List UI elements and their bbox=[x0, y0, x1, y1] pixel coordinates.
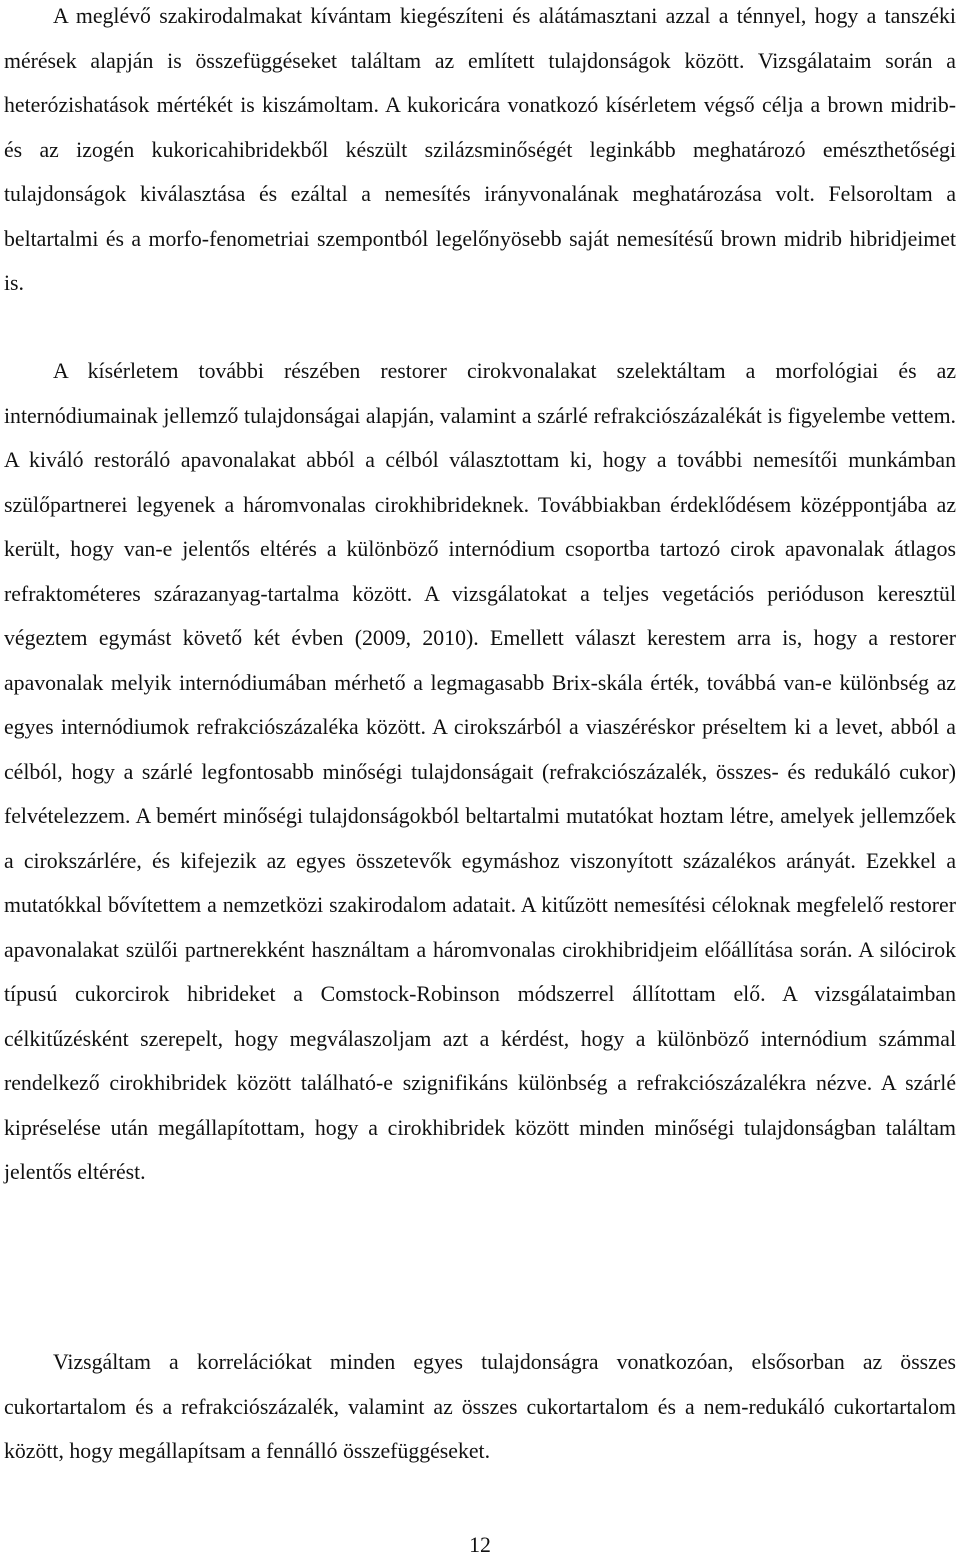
page-number: 12 bbox=[469, 1533, 491, 1557]
paragraph-2: A kísérletem további részében restorer cirokvonalakat szelektáltam a morfológiai és az internódiumainak jellemző tulajdonságai alapján, valamint a szárlé refrakciószázalékát is figyelembe vettem. A kiváló restoráló apavonalakat abból a célból választottam ki, hogy a további nemesítői munkámban szülőpartnerei legyenek a háromvonalas cirokhibrideknek. Továbbiakban érdeklődésem középpontjába az került, hogy van-e jelentős eltérés a különböző internódium csoportba tartozó cirok apavonalak átlagos refraktométeres szárazanyag-tartalma között. A vizsgálatokat a teljes vegetációs perióduson keresztül végeztem egymást követő két évben (2009, 2010). Emellett választ kerestem arra is, hogy a restorer apavonalak melyik internódiumában mérhető a legmagasabb Brix-skála érték, továbbá van-e különbség az egyes internódiumok refrakciószázaléka között. A cirokszárból a viaszéréskor préseltem ki a levet, abból a célból, hogy a szárlé legfontosabb minőségi tulajdonságait (refrakciószázalék, összes- és redukáló cukor) felvételezzem. A bemért minőségi tulajdonságokból beltartalmi mutatókat hoztam létre, amelyek jellemzőek a cirokszárlére, és kifejezik az egyes összetevők egymáshoz viszonyított százalékos arányát. Ezekkel a mutatókkal bővítettem a nemzetközi szakirodalom adatait. A kitűzött nemesítési céloknak megfelelő restorer apavonalakat szülői partnerekként használtam a háromvonalas cirokhibridjeim előállítása során. A silócirok típusú cukorcirok hibrideket a Comstock-Robinson módszerrel állítottam elő. A vizsgálataimban célkitűzésként szerepelt, hogy megválaszoljam azt a kérdést, hogy a különböző internódium számmal rendelkező cirokhibridek között található-e szignifikáns különbség a refrakciószázalékra nézve. A szárlé kipréselése után megállapítottam, hogy a cirokhibridek között minden minőségi tulajdonságban találtam jelentős eltérést. bbox=[4, 359, 956, 1184]
paragraph-3: Vizsgáltam a korrelációkat minden egyes tulajdonságra vonatkozóan, elsősorban az összes cukortartalom és a refrakciószázalék, valamint az összes cukortartalom és a nem-redukáló cukortartalom között, hogy megállapítsam a fennálló összefüggéseket. bbox=[4, 1350, 956, 1463]
paragraph-1: A meglévő szakirodalmakat kívántam kiegészíteni és alátámasztani azzal a ténnyel, hogy a tanszéki mérések alapján is összefüggéseket találtam az említett tulajdonságok között. Vizsgálataim során a heterózishatások mértékét is kiszámoltam. A kukoricára vonatkozó kísérletem végső célja a brown midrib- és az izogén kukoricahibridekből készült szilázsminőségét leginkább meghatározó emészthetőségi tulajdonságok kiválasztása és ezáltal a nemesítés irányvonalának meghatározása volt. Felsoroltam a beltartalmi és a morfo-fenometriai szempontból legelőnyösebb saját nemesítésű brown midrib hibridjeimet is. bbox=[4, 4, 956, 295]
